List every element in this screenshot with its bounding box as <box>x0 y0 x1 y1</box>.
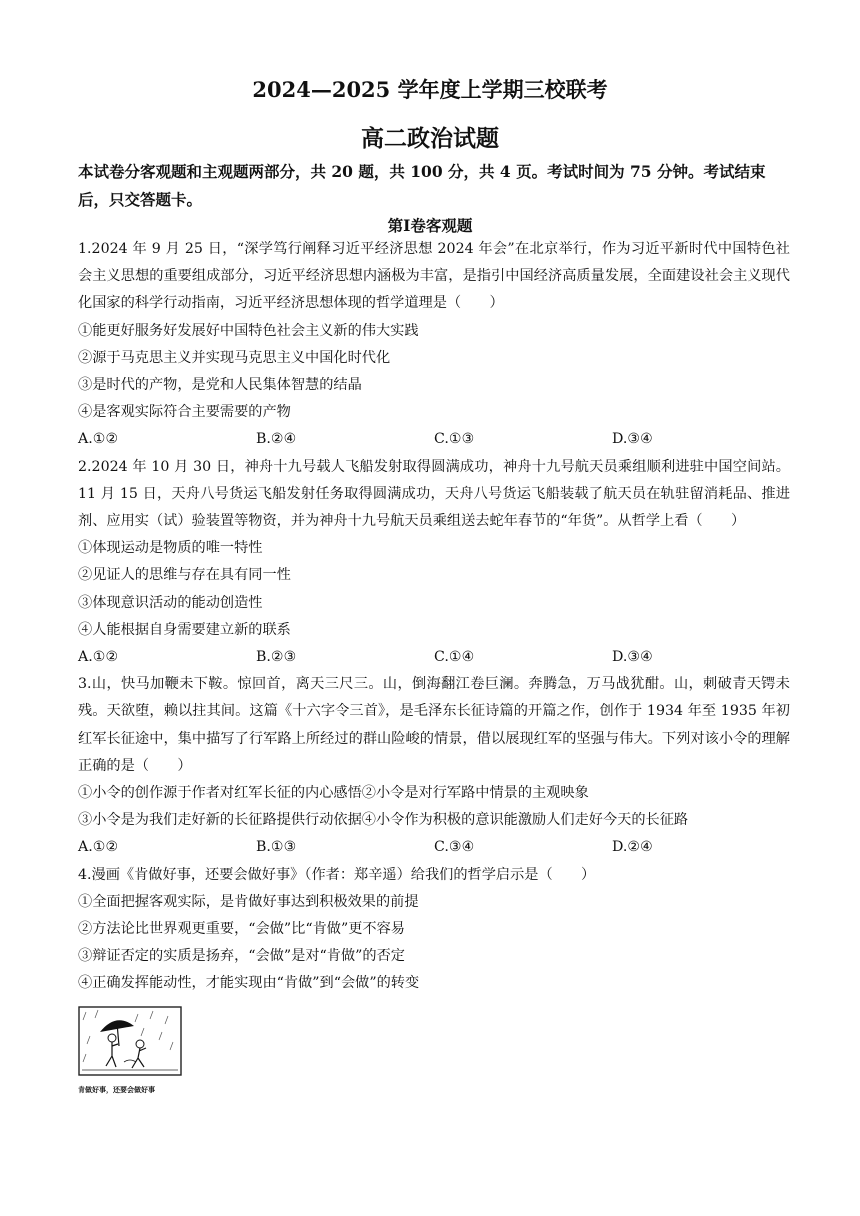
subject-title: 高二政治试题 <box>361 125 499 152</box>
option-c[interactable]: C.①④ <box>434 649 475 666</box>
question-2 <box>78 454 790 672</box>
statement-item: ④正确发挥能动性，才能实现由“肯做”到“会做”的转变 <box>78 975 420 992</box>
question-stem: 3.山，快马加鞭未下鞍。惊回首，离天三尺三。山，倒海翻江卷巨澜。奔腾急，万马战犹酣。山，刺破青天锷未残。天欲堕，赖以拄其间。这篇《十六字令三首》，是毛泽东长征诗篇的开篇之作，创作于 1934 年至 1935 年初红军长征途中，集中描写了行军路上所经过的群山险峻的情景，借以展现红军的坚强与伟大。下列对该小令的理解正确的是（ ） <box>78 676 790 774</box>
statement-item: ③小令是为我们走好新的长征路提供行动依据④小令作为积极的意识能激励人们走好今天的长征路 <box>78 812 689 829</box>
answer-options <box>78 644 790 671</box>
question-3 <box>78 671 790 861</box>
statement-item: ①全面把握客观实际，是肯做好事达到积极效果的前提 <box>78 893 419 910</box>
section-heading: 第Ⅰ卷客观题 <box>387 216 473 235</box>
answer-options <box>78 834 790 861</box>
option-b[interactable]: B.②③ <box>256 649 297 666</box>
cartoon-caption: 肯做好事，还要会做好事 <box>78 1085 155 1094</box>
option-a[interactable]: A.①② <box>78 649 119 666</box>
statement-item: ②见证人的思维与存在具有同一性 <box>78 567 291 584</box>
question-4 <box>78 862 790 998</box>
statement-item: ①能更好服务好发展好中国特色社会主义新的伟大实践 <box>78 322 419 339</box>
statement-item: ③辩证否定的实质是扬弃，“会做”是对“肯做”的否定 <box>78 948 405 965</box>
option-d[interactable]: D.③④ <box>612 431 653 448</box>
exam-title: 2024—2025 学年度上学期三校联考 <box>252 77 608 102</box>
option-a[interactable]: A.①② <box>78 431 119 448</box>
option-b[interactable]: B.①③ <box>256 839 297 856</box>
questions-body <box>78 236 790 1104</box>
question-1 <box>78 236 790 454</box>
exam-instructions: 本试卷分客观题和主观题两部分，共 20 题，共 100 分，共 4 页。考试时间为 75 分钟。考试结束后，只交答题卡。 <box>78 162 766 209</box>
option-c[interactable]: C.③④ <box>434 839 475 856</box>
statement-item: ①体现运动是物质的唯一特性 <box>78 540 263 557</box>
question-stem: 1.2024 年 9 月 25 日，“深学笃行阐释习近平经济思想 2024 年会”在北京举行，作为习近平新时代中国特色社会主义思想的重要组成部分，习近平经济思想内涵极为丰富，是指引中国经济高质量发展，全面建设社会主义现代化国家的科学行动指南，习近平经济思想体现的哲学道理是（ ） <box>78 241 790 312</box>
option-d[interactable]: D.③④ <box>612 649 653 666</box>
question-stem: 4.漫画《肯做好事，还要会做好事》（作者：郑辛遥）给我们的哲学启示是（ ） <box>78 866 596 883</box>
option-d[interactable]: D.②④ <box>612 839 653 856</box>
answer-options <box>78 426 790 453</box>
cartoon-figure <box>78 1006 182 1104</box>
cartoon-umbrella-image <box>78 1006 182 1076</box>
option-a[interactable]: A.①② <box>78 839 119 856</box>
statement-item: ④是客观实际符合主要需要的产物 <box>78 404 291 421</box>
statement-item: ①小令的创作源于作者对红军长征的内心感悟②小令是对行军路中情景的主观映象 <box>78 785 589 802</box>
statement-item: ③体现意识活动的能动创造性 <box>78 594 263 611</box>
option-c[interactable]: C.①③ <box>434 431 475 448</box>
statement-item: ②源于马克思主义并实现马克思主义中国化时代化 <box>78 349 391 366</box>
option-b[interactable]: B.②④ <box>256 431 297 448</box>
statement-item: ②方法论比世界观更重要，“会做”比“肯做”更不容易 <box>78 921 405 938</box>
statement-item: ④人能根据自身需要建立新的联系 <box>78 621 291 638</box>
question-stem: 2.2024 年 10 月 30 日，神舟十九号载人飞船发射取得圆满成功，神舟十九号航天员乘组顺利进驻中国空间站。11 月 15 日，天舟八号货运飞船发射任务取得圆满成功，天舟八号货运飞船装载了航天员在轨驻留消耗品、推进剂、应用实（试）验装置等物资，并为神舟十九号航天员乘组送去蛇年春节的“年货”。从哲学上看（ ） <box>78 458 790 530</box>
statement-item: ③是时代的产物，是党和人民集体智慧的结晶 <box>78 377 362 394</box>
